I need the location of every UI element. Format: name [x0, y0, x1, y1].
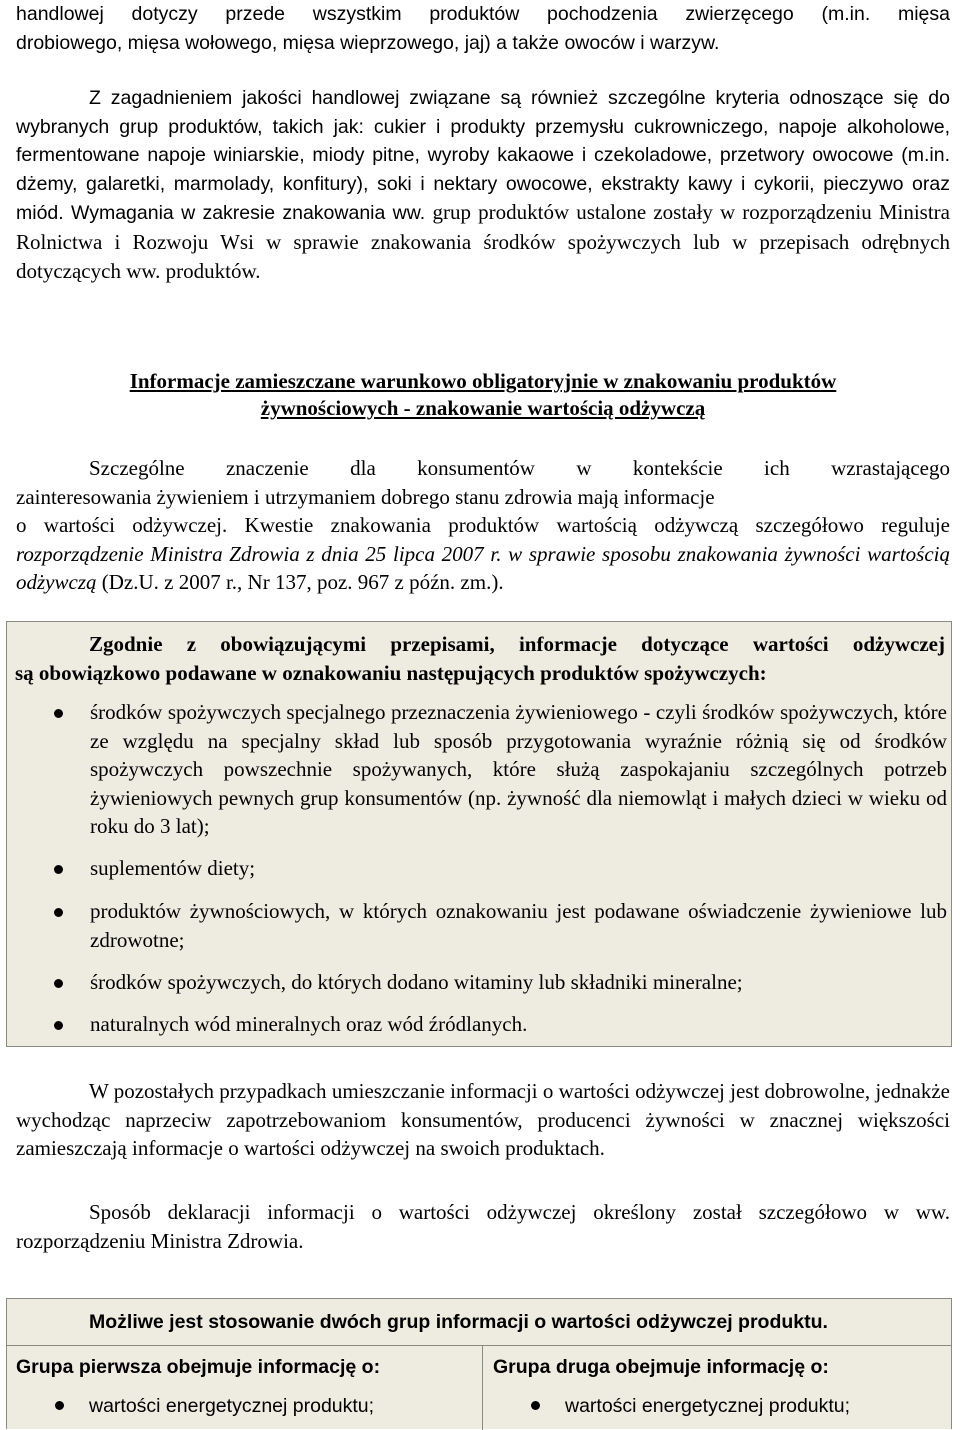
bullet-icon — [54, 908, 63, 917]
para3-text: W pozostałych przypadkach umieszczanie informacji o wartości odżywczej jest dobrowolne, jednakże wychodząc naprzeciw zapotrzebowaniom konsumentów, producenci żywności w znacznej większości zamieszczają informacje o wartości odżywczej na swoich produktach. — [16, 1079, 950, 1160]
table-divider — [7, 1345, 951, 1346]
paragraph-declaration — [16, 1198, 950, 1255]
intro-text — [16, 0, 950, 57]
list-item-text: naturalnych wód mineralnych oraz wód źródlanych. — [90, 1012, 528, 1036]
bullet-icon — [531, 1401, 540, 1410]
column-divider — [482, 1345, 483, 1430]
intro-line-1: handlowej dotyczy przede wszystkim produktów pochodzenia zwierzęcego (m.in. mięsa — [16, 3, 950, 25]
paragraph-voluntary-info — [16, 1077, 950, 1163]
box1-title — [15, 630, 945, 688]
para2-line-2: zainteresowania żywieniem i utrzymaniem dobrego stanu zdrowia mają informacje — [16, 484, 715, 509]
para2-text-a: o wartości odżywczej. Kwestie znakowania produktów wartością odżywczą szczegółowo reguluje — [16, 513, 950, 537]
bullet-icon — [55, 1401, 64, 1410]
para2-line-1: Szczególne znaczenie dla konsumentów w kontekście ich wzrastającego — [89, 456, 950, 480]
section-heading — [16, 368, 950, 422]
heading-line-1: Informacje zamieszczane warunkowo obligatoryjnie w znakowaniu produktów — [129, 369, 837, 393]
bullet-icon — [54, 1021, 63, 1030]
bullet-icon — [54, 865, 63, 874]
list-item-text: środków spożywczych, do których dodano witaminy lub składniki mineralne; — [90, 970, 743, 994]
group-one-item: wartości energetycznej produktu; — [89, 1395, 375, 1417]
info-groups-table — [6, 1298, 952, 1429]
mandatory-info-box — [6, 621, 952, 1047]
list-item-text: produktów żywnościowych, w których oznakowaniu jest podawane oświadczenie żywieniowe lub zdrowotne; — [90, 899, 947, 952]
box1-title-line-1: Zgodnie z obowiązującymi przepisami, informacje dotyczące wartości odżywczej — [89, 632, 945, 656]
group-two-heading: Grupa druga obejmuje informację o: — [493, 1356, 829, 1378]
paragraph-quality-criteria — [16, 84, 950, 287]
list-item-text: środków spożywczych specjalnego przeznaczenia żywieniowego - czyli środków spożywczych, które ze względu na specjalny skład lub sposób przygotowania wyraźnie różnią się od środków spożywczych powszechnie spożywanych, które służą zaspokajaniu szczególnych potrzeb żywieniowych pewnych grup konsumentów (np. żywność dla niemowląt i małych dzieci w wieku od roku do 3 lat); — [90, 700, 947, 838]
box2-title: Możliwe jest stosowanie dwóch grup informacji o wartości odżywczej produktu. — [89, 1311, 828, 1333]
para2-text-b: (Dz.U. z 2007 r., Nr 137, poz. 967 z późn. zm.). — [101, 570, 504, 594]
para1-sans-part: Z zagadnieniem jakości handlowej związane są również szczególne kryteria odnoszące się do wybranych grup produktów, takich jak: cukier i produkty przemysłu cukrowniczego, napoje alkoholowe, fermentowane napoje winiarskie, miody pitne, wyroby kakaowe i czekoladowe, przetwory owocowe (m.in. dżemy, galaretki, marmolady, konfitury), soki i nektary owocowe, ekstrakty kawy i cykorii, pieczywo oraz miód. Wymagania w zakresie znakowania ww. — [16, 87, 950, 224]
list-item-text: suplementów diety; — [90, 856, 256, 880]
bullet-icon — [54, 979, 63, 988]
intro-line-2: drobiowego, mięsa wołowego, mięsa wieprzowego, jaj) a także owoców i warzyw. — [16, 31, 720, 54]
group-two-item: wartości energetycznej produktu; — [565, 1395, 851, 1417]
box1-title-line-2: są obowiązkowo podawane w oznakowaniu następujących produktów spożywczych: — [15, 661, 767, 685]
para1-serif-part: grup produktów ustalone zostały w rozporządzeniu Ministra Rolnictwa i Rozwoju Wsi w sprawie znakowania środków spożywczych lub w przepisach odrębnych dotyczących ww. produktów. — [16, 200, 950, 283]
para2-rest — [16, 511, 950, 597]
group-one-heading: Grupa pierwsza obejmuje informację o: — [16, 1356, 381, 1378]
paragraph-nutrition-labeling — [16, 454, 950, 597]
heading-line-2: żywnościowych - znakowanie wartością odżywczą — [260, 396, 706, 420]
regulation-title: rozporządzenie Ministra Zdrowia z dnia 25 lipca 2007 r. w sprawie sposobu znakowania żywności wartością odżywczą — [16, 541, 950, 594]
para4-text: Sposób deklaracji informacji o wartości odżywczej określony został szczegółowo w ww. rozporządzeniu Ministra Zdrowia. — [16, 1200, 950, 1253]
bullet-icon — [54, 709, 63, 718]
